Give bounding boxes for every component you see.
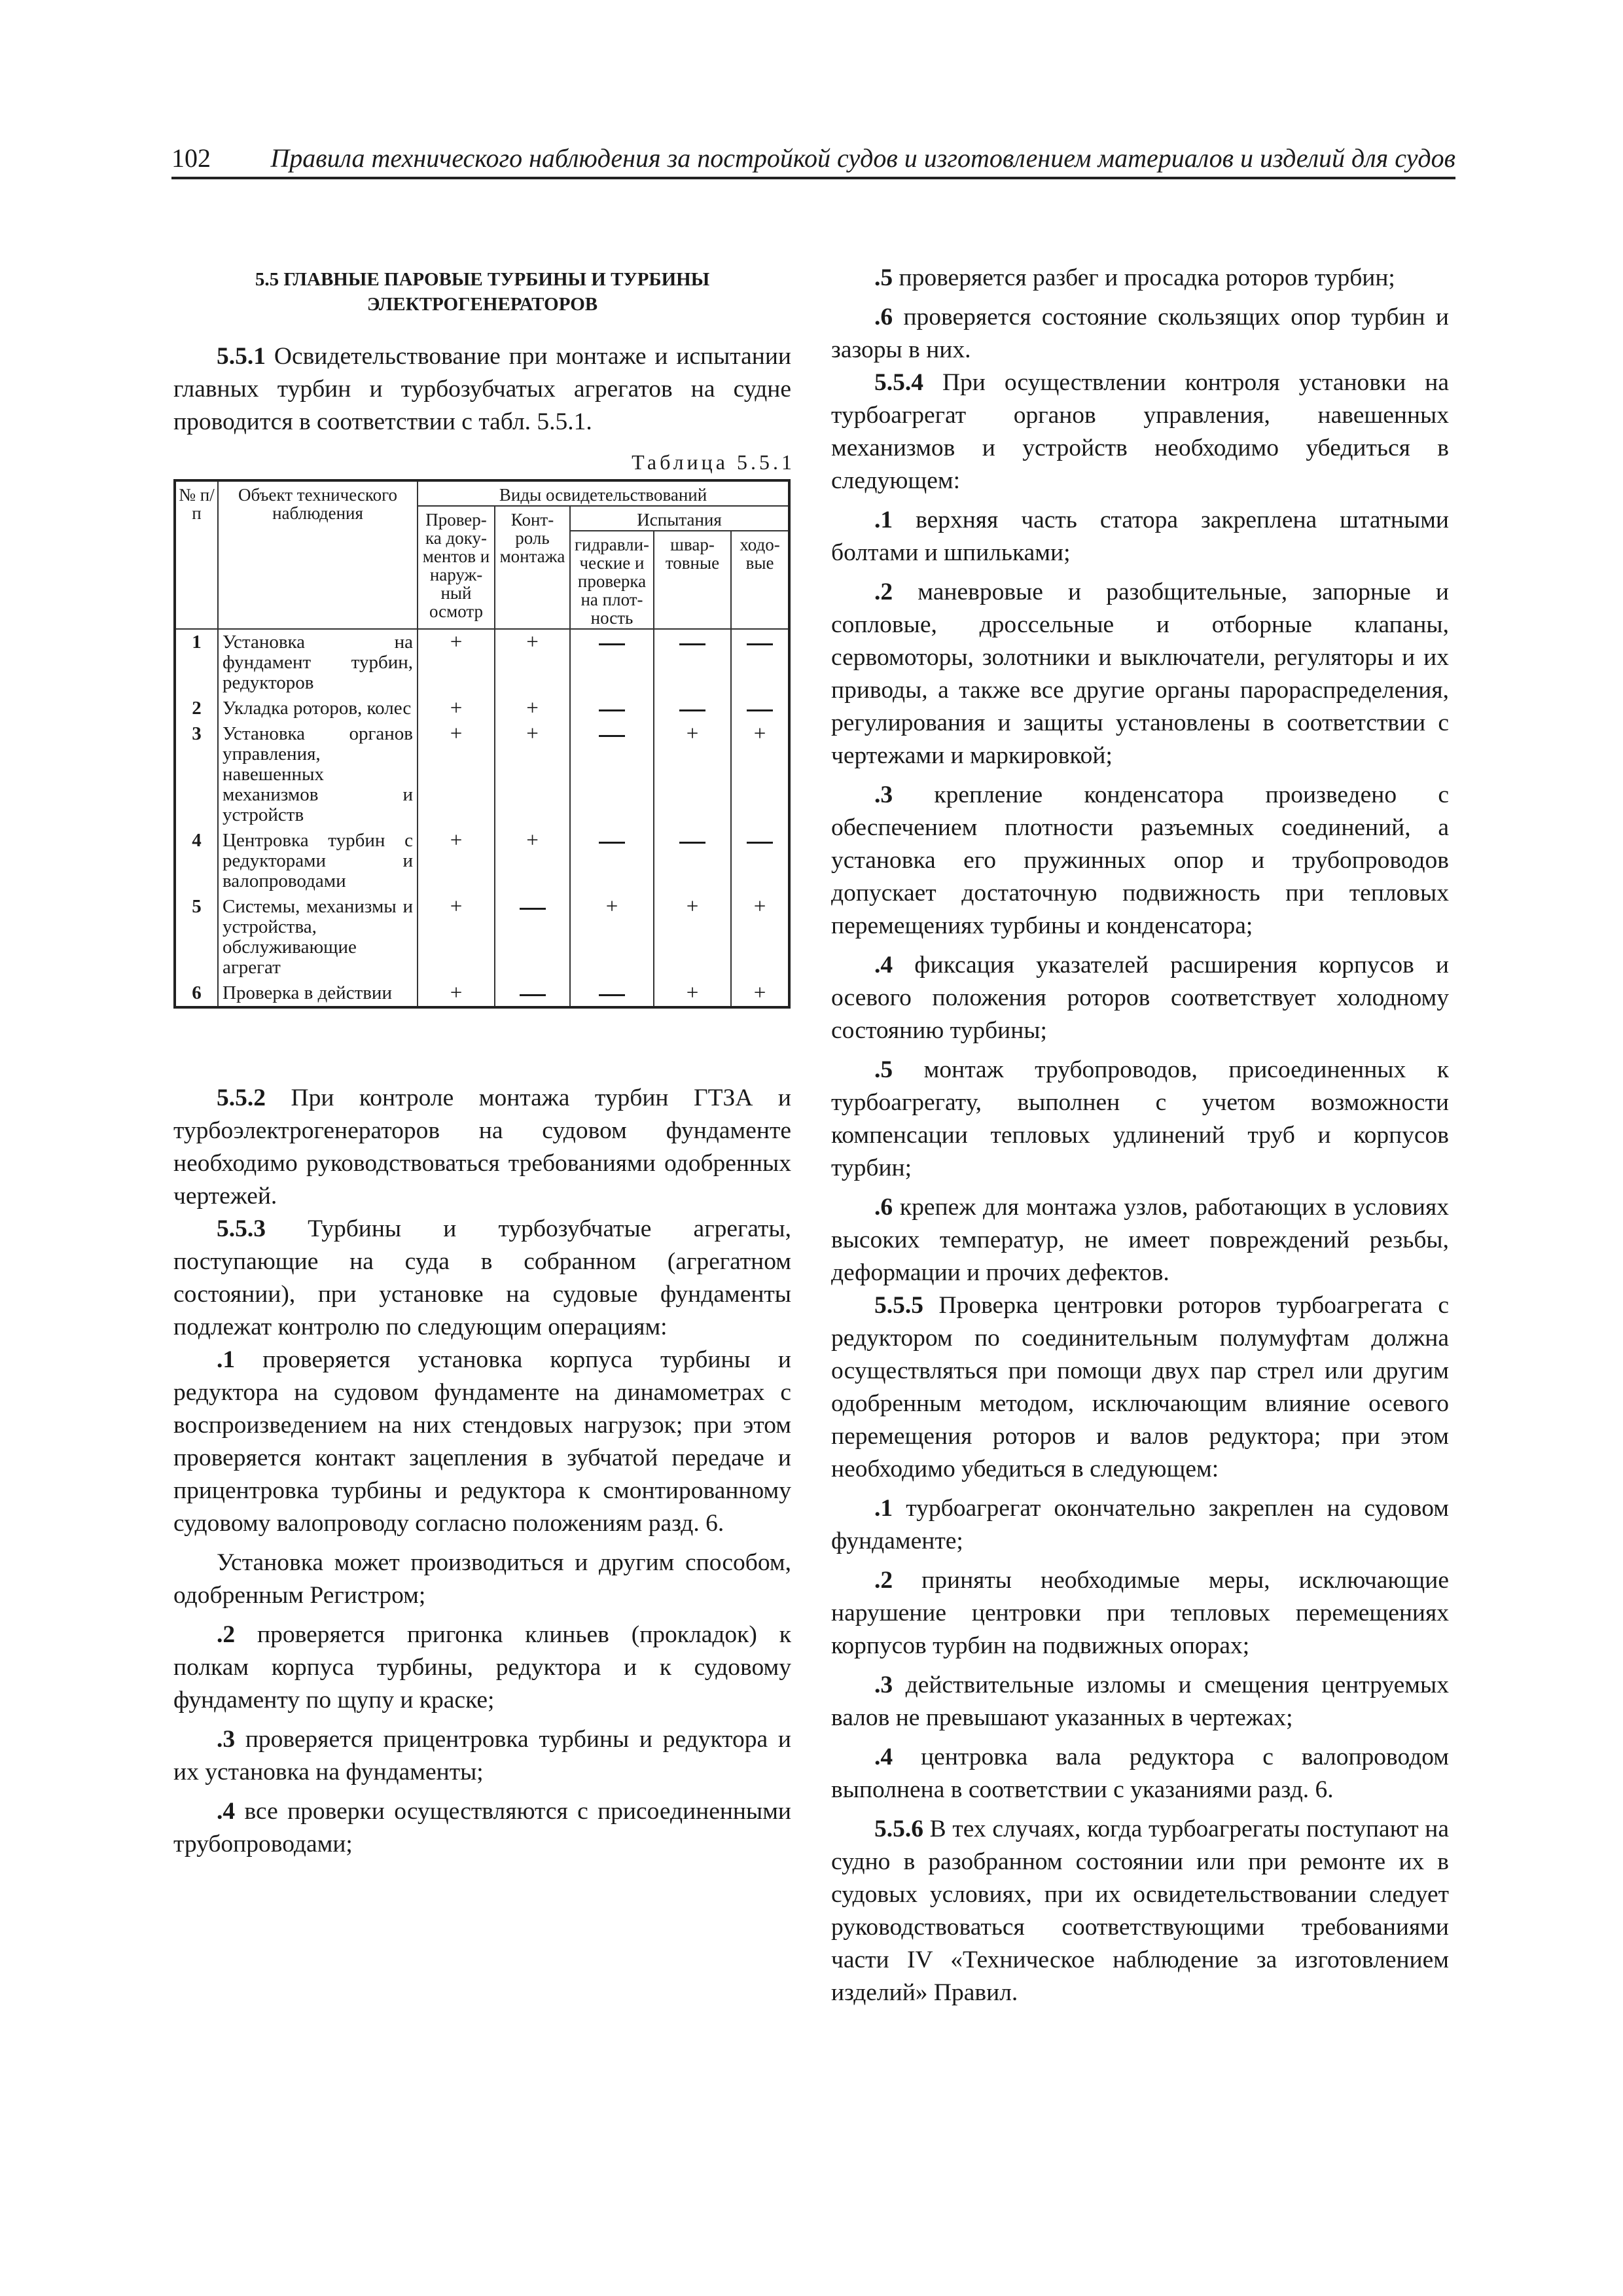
paragraph-text: Проверка центровки роторов турбоагрегата с редуктором по соединительным полумуфтам должна осуществляться при помощи двух пар стрел или другим одобренным методом, исключающим влияние осевого перемещения роторов и валов редуктора; при этом необходимо убедиться в следующем: (831, 1292, 1449, 1482)
item-1 (173, 1344, 791, 1540)
paragraph-text: При осуществлении контроля установки на турбоагрегат органов управления, навешенных механизмов и устройств необходимо убедиться в следующем: (831, 369, 1449, 494)
row-object: Укладка роторов, колес (218, 696, 418, 721)
paragraph-text: При контроле монтажа турбин ГТЗА и турбоэлектрогенераторов на судовом фундаменте необходимо руководствоваться требованиями одобренных чертежей. (173, 1085, 791, 1210)
plus-mark: + (526, 630, 539, 654)
item-number: .3 (874, 1672, 893, 1698)
paragraph-text: Освидетельствование при монтаже и испытании главных турбин и турбозубчатых агрегатов на судне проводится в соответствии с табл. 5.5.1. (173, 343, 791, 435)
dash-mark (747, 709, 773, 711)
item-text: крепление конденсатора произведено с обеспечением плотности разъемных соединений, а установка его пружинных опор и трубопроводов допускает достаточную подвижность при тепловых перемещениях турбины и конденсатора; (831, 781, 1449, 939)
header-mooring: швар-товные (654, 531, 731, 629)
row-object: Проверка в действии (218, 980, 418, 1007)
row-object: Установка органов управления, навешенных механизмов и устройств (218, 721, 418, 828)
section-title-line-1: 5.5 ГЛАВНЫЕ ПАРОВЫЕ ТУРБИНЫ И ТУРБИНЫ (255, 269, 710, 290)
item-number: .1 (874, 1495, 893, 1522)
paragraph-5-5-4 (831, 367, 1449, 497)
item-a4 (831, 949, 1449, 1047)
paragraph-text: Турбины и турбозубчатые агрегаты, поступающие на суда в собранном (агрегатном состоянии), при установке на судовые фундаменты подлежат контролю по следующим операциям: (173, 1215, 791, 1340)
header-docs: Провер-ка доку-ментов и наруж-ный осмотр (418, 506, 495, 629)
item-number: .5 (874, 264, 893, 291)
item-text: верхняя часть статора закреплена штатными болтами и шпильками; (831, 507, 1449, 566)
item-text: проверяется пригонка клиньев (прокладок) к полкам корпуса турбины, редуктора и к судовому фундаменту по щупу и краске; (173, 1621, 791, 1713)
paragraph-5-5-6 (831, 1813, 1449, 2009)
clause-number: 5.5.1 (217, 343, 266, 370)
paragraph-5-5-1 (173, 340, 791, 439)
item-number: .1 (217, 1346, 236, 1373)
table-row (175, 894, 789, 980)
plus-mark: + (686, 722, 699, 745)
item-a5 (831, 1054, 1449, 1185)
table-row (175, 629, 789, 696)
clause-number: 5.5.3 (217, 1215, 266, 1242)
item-number: .3 (874, 781, 893, 808)
item-5 (831, 262, 1449, 295)
item-number: .4 (874, 952, 893, 978)
row-num: 3 (175, 721, 218, 828)
dash-mark (679, 842, 705, 844)
paragraph-5-5-3 (173, 1213, 791, 1344)
header-mount: Конт-роль монтажа (495, 506, 570, 629)
clause-number: 5.5.2 (217, 1085, 266, 1111)
row-object: Установка на фундамент турбин, редукторов (218, 629, 418, 696)
paragraph-5-5-5 (831, 1289, 1449, 1486)
dash-mark (747, 842, 773, 844)
row-object: Центровка турбин с редукторами и валопроводами (218, 828, 418, 894)
plus-mark: + (526, 722, 539, 745)
item-b1 (831, 1492, 1449, 1558)
plus-mark: + (450, 829, 463, 852)
item-6 (831, 301, 1449, 367)
clause-number: 5.5.5 (874, 1292, 923, 1319)
item-number: .6 (874, 1194, 893, 1221)
header-types: Виды освидетельствований (418, 480, 789, 506)
plus-mark: + (526, 696, 539, 720)
item-a3 (831, 779, 1449, 942)
table-row (175, 980, 789, 1007)
paragraph-text: В тех случаях, когда турбоагрегаты поступают на судно в разобранном состоянии или при ремонте их в судовых условиях, при их освидетельствовании следует руководствоваться соответствующими требованиями части IV «Техническое наблюдение за изготовлением изделий» Правил. (831, 1816, 1449, 2006)
item-number: .6 (874, 304, 893, 331)
item-number: .2 (874, 1567, 893, 1594)
item-number: .5 (874, 1056, 893, 1083)
item-b2 (831, 1564, 1449, 1662)
dash-mark (520, 908, 546, 910)
plus-mark: + (686, 981, 699, 1005)
right-column (831, 262, 1449, 2009)
row-num: 4 (175, 828, 218, 894)
item-text: проверяется разбег и просадка роторов турбин; (893, 264, 1395, 291)
page-header (171, 139, 1455, 179)
plus-mark: + (686, 895, 699, 918)
item-text: приняты необходимые меры, исключающие нарушение центровки при тепловых перемещениях корпусов турбин на подвижных опорах; (831, 1567, 1449, 1659)
plus-mark: + (605, 895, 618, 918)
item-text: монтаж трубопроводов, присоединенных к турбоагрегату, выполнен с учетом возможности компенсации тепловых удлинений труб и корпусов турбин; (831, 1056, 1449, 1181)
item-b4 (831, 1741, 1449, 1806)
plus-mark: + (450, 630, 463, 654)
paragraph-5-5-2 (173, 1082, 791, 1213)
plus-mark: + (450, 981, 463, 1005)
item-number: .4 (874, 1744, 893, 1770)
item-b3 (831, 1669, 1449, 1734)
plus-mark: + (450, 696, 463, 720)
item-text: действительные изломы и смещения центруемых валов не превышают указанных в чертежах; (831, 1672, 1449, 1731)
clause-number: 5.5.4 (874, 369, 923, 396)
row-object: Системы, механизмы и устройства, обслуживающие агрегат (218, 894, 418, 980)
item-text: проверяется состояние скользящих опор турбин и зазоры в них. (831, 304, 1449, 363)
plus-mark: + (450, 895, 463, 918)
dash-mark (599, 709, 625, 711)
section-title (173, 267, 791, 317)
row-num: 6 (175, 980, 218, 1007)
header-hydro: гидравли-ческие и проверка на плот-ность (570, 531, 654, 629)
item-a6 (831, 1191, 1449, 1289)
dash-mark (520, 994, 546, 996)
dash-mark (599, 842, 625, 844)
dash-mark (679, 709, 705, 711)
item-2 (173, 1619, 791, 1717)
item-text: проверяется прицентровка турбины и редуктора и их установка на фундаменты; (173, 1726, 791, 1785)
header-tests: Испытания (570, 506, 789, 531)
inspection-table (173, 479, 791, 1009)
section-title-line-2: ЭЛЕКТРОГЕНЕРАТОРОВ (366, 294, 598, 315)
plus-mark: + (753, 722, 766, 745)
item-text: центровка вала редуктора с валопроводом выполнена в соответствии с указаниями разд. 6. (831, 1744, 1449, 1803)
plus-mark: + (450, 722, 463, 745)
plus-mark: + (526, 829, 539, 852)
dash-mark (599, 735, 625, 737)
item-4 (173, 1795, 791, 1861)
item-number: .3 (217, 1726, 236, 1753)
item-text: проверяется установка корпуса турбины и редуктора на судовом фундаменте на динамометрах с воспроизведением на них стендовых нагрузок; при этом проверяется контакт зацепления в зубчатой передаче и прицентровка турбины и редуктора к смонтированному судовому валопроводу согласно положениям разд. 6. (173, 1346, 791, 1537)
header-num: № п/п (175, 480, 218, 629)
row-num: 2 (175, 696, 218, 721)
item-number: .1 (874, 507, 893, 533)
header-object: Объект технического наблюдения (218, 480, 418, 629)
item-a2 (831, 576, 1449, 772)
item-text: маневровые и разобщительные, запорные и сопловые, дроссельные и отборные клапаны, сервомоторы, золотники и выключатели, регуляторы и их приводы, а также все другие органы парораспределения, регулирования и защиты установлены в соответствии с чертежами и маркировкой; (831, 579, 1449, 769)
header-sea: ходо-вые (731, 531, 789, 629)
item-1-continued: Установка может производиться и другим способом, одобренным Регистром; (173, 1549, 791, 1609)
table-row (175, 721, 789, 828)
plus-mark: + (753, 895, 766, 918)
running-title: Правила технического наблюдения за постройкой судов и изготовлением материалов и изделий для судов (270, 143, 1455, 173)
item-text: все проверки осуществляются с присоединенными трубопроводами; (173, 1798, 791, 1857)
row-num: 5 (175, 894, 218, 980)
table-row (175, 696, 789, 721)
page-number: 102 (171, 143, 211, 173)
item-a1 (831, 504, 1449, 569)
item-number: .2 (874, 579, 893, 605)
item-text: крепеж для монтажа узлов, работающих в условиях высоких температур, не имеет повреждений резьбы, деформации и прочих дефектов. (831, 1194, 1449, 1286)
plus-mark: + (753, 981, 766, 1005)
item-text: турбоагрегат окончательно закреплен на судовом фундаменте; (831, 1495, 1449, 1554)
dash-mark (599, 643, 625, 645)
item-number: .2 (217, 1621, 236, 1648)
dash-mark (599, 994, 625, 996)
table-row (175, 828, 789, 894)
item-number: .4 (217, 1798, 236, 1825)
clause-number: 5.5.6 (874, 1816, 923, 1842)
item-text: фиксация указателей расширения корпусов и осевого положения роторов соответствует холодному состоянию турбины; (831, 952, 1449, 1044)
item-3 (173, 1723, 791, 1789)
dash-mark (679, 643, 705, 645)
dash-mark (747, 643, 773, 645)
row-num: 1 (175, 629, 218, 696)
table-caption: Таблица 5.5.1 (632, 450, 795, 474)
left-column (173, 262, 795, 1861)
